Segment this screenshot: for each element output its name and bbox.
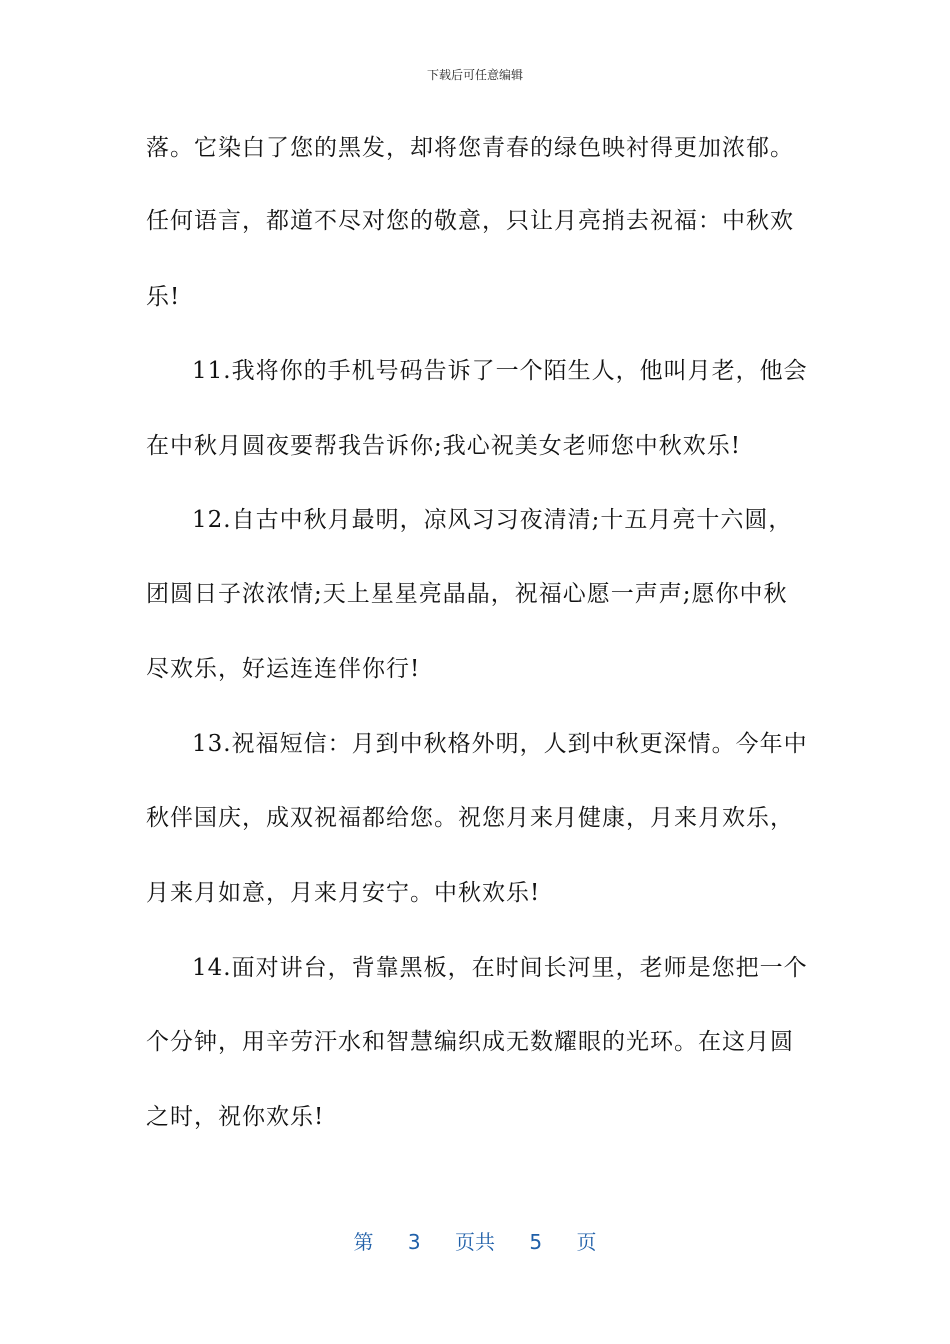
text-line: 秋伴国庆，成双祝福都给您。祝您月来月健康，月来月欢乐，	[146, 805, 794, 831]
footer-page-prefix: 第	[353, 1230, 374, 1254]
text-line: 14.面对讲台，背靠黑板，在时间长河里，老师是您把一个	[192, 955, 808, 981]
text-line: 13.祝福短信：月到中秋格外明，人到中秋更深情。今年中	[192, 731, 808, 757]
text-line: 落。它染白了您的黑发，却将您青春的绿色映衬得更加浓郁。	[146, 135, 794, 161]
footer-page-middle: 页共	[455, 1230, 495, 1254]
text-line: 任何语言，都道不尽对您的敬意，只让月亮捎去祝福：中秋欢	[146, 208, 794, 234]
text-line: 11.我将你的手机号码告诉了一个陌生人，他叫月老，他会	[192, 358, 808, 384]
text-line: 个分钟，用辛劳汗水和智慧编织成无数耀眼的光环。在这月圆	[146, 1029, 794, 1055]
page-header: 下载后可任意编辑	[426, 68, 523, 82]
current-page-number: 3	[407, 1230, 421, 1254]
text-line: 月来月如意，月来月安宁。中秋欢乐!	[146, 880, 541, 906]
text-line: 乐!	[146, 284, 181, 310]
footer-page-suffix: 页	[576, 1230, 597, 1254]
total-page-count: 5	[529, 1230, 543, 1254]
page-footer	[0, 1226, 950, 1255]
text-line: 之时，祝你欢乐!	[146, 1104, 325, 1130]
text-line: 团圆日子浓浓情;天上星星亮晶晶，祝福心愿一声声;愿你中秋	[146, 581, 788, 607]
text-line: 12.自古中秋月最明，凉风习习夜清清;十五月亮十六圆，	[192, 507, 793, 533]
text-line: 尽欢乐，好运连连伴你行!	[146, 656, 421, 682]
text-line: 在中秋月圆夜要帮我告诉你;我心祝美女老师您中秋欢乐!	[146, 433, 741, 459]
